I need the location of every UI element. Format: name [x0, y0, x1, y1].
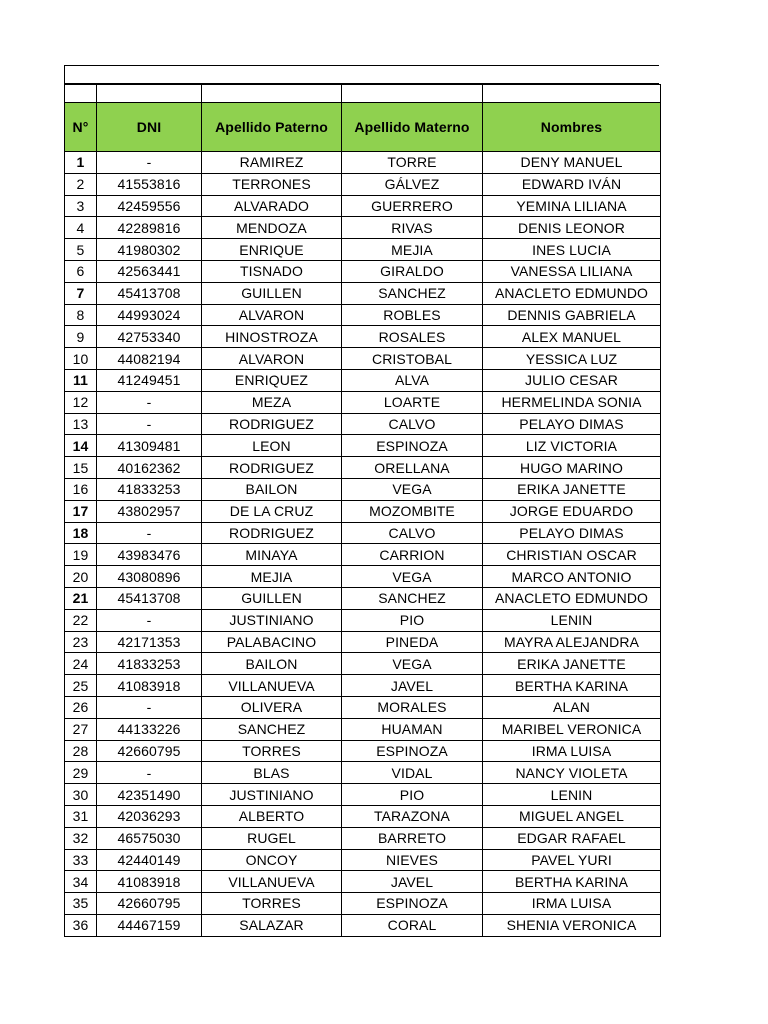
cell-nombres: PELAYO DIMAS	[483, 522, 661, 544]
header-nombres: Nombres	[483, 103, 661, 152]
cell-number: 13	[65, 413, 97, 435]
table-row	[65, 282, 661, 304]
cell-nombres: ANACLETO EDMUNDO	[483, 282, 661, 304]
cell-apellido-materno: VEGA	[342, 653, 483, 675]
cell-number: 25	[65, 675, 97, 697]
blank-cell	[65, 85, 97, 103]
cell-number: 28	[65, 740, 97, 762]
cell-dni: -	[97, 609, 202, 631]
table-row	[65, 195, 661, 217]
cell-nombres: ERIKA JANETTE	[483, 478, 661, 500]
cell-dni: 41980302	[97, 239, 202, 261]
cell-nombres: MARCO ANTONIO	[483, 566, 661, 588]
cell-dni: -	[97, 696, 202, 718]
cell-dni: 41083918	[97, 871, 202, 893]
cell-apellido-paterno: PALABACINO	[202, 631, 342, 653]
cell-number: 7	[65, 282, 97, 304]
cell-dni: 44133226	[97, 718, 202, 740]
cell-apellido-materno: MEJIA	[342, 239, 483, 261]
cell-nombres: YEMINA LILIANA	[483, 195, 661, 217]
cell-apellido-materno: ESPINOZA	[342, 740, 483, 762]
table-row	[65, 914, 661, 936]
cell-apellido-paterno: BAILON	[202, 478, 342, 500]
cell-number: 18	[65, 522, 97, 544]
cell-nombres: ALAN	[483, 696, 661, 718]
cell-dni: 42351490	[97, 784, 202, 806]
cell-number: 19	[65, 544, 97, 566]
cell-nombres: EDGAR RAFAEL	[483, 827, 661, 849]
cell-dni: 46575030	[97, 827, 202, 849]
cell-apellido-paterno: GUILLEN	[202, 282, 342, 304]
cell-dni: 42289816	[97, 217, 202, 239]
cell-nombres: LENIN	[483, 609, 661, 631]
cell-dni: 42036293	[97, 805, 202, 827]
cell-apellido-materno: NIEVES	[342, 849, 483, 871]
table-row	[65, 675, 661, 697]
cell-apellido-materno: PIO	[342, 609, 483, 631]
cell-number: 31	[65, 805, 97, 827]
table-row	[65, 152, 661, 174]
cell-nombres: EDWARD IVÁN	[483, 173, 661, 195]
table-row	[65, 348, 661, 370]
cell-apellido-paterno: BLAS	[202, 762, 342, 784]
table-row	[65, 304, 661, 326]
header-row	[65, 103, 661, 152]
cell-nombres: MIGUEL ANGEL	[483, 805, 661, 827]
cell-apellido-materno: ORELLANA	[342, 457, 483, 479]
cell-nombres: VANESSA LILIANA	[483, 260, 661, 282]
table-row	[65, 718, 661, 740]
cell-apellido-materno: CALVO	[342, 522, 483, 544]
people-table	[64, 84, 661, 937]
cell-nombres: CHRISTIAN OSCAR	[483, 544, 661, 566]
cell-apellido-materno: TARAZONA	[342, 805, 483, 827]
cell-dni: -	[97, 522, 202, 544]
cell-apellido-paterno: GUILLEN	[202, 587, 342, 609]
cell-apellido-materno: RIVAS	[342, 217, 483, 239]
cell-apellido-materno: LOARTE	[342, 391, 483, 413]
cell-apellido-materno: CORAL	[342, 914, 483, 936]
table-row	[65, 827, 661, 849]
table-row	[65, 522, 661, 544]
table-row	[65, 369, 661, 391]
cell-number: 36	[65, 914, 97, 936]
cell-nombres: PELAYO DIMAS	[483, 413, 661, 435]
cell-number: 20	[65, 566, 97, 588]
cell-apellido-paterno: RODRIGUEZ	[202, 522, 342, 544]
table-row	[65, 762, 661, 784]
cell-apellido-paterno: ALVARON	[202, 348, 342, 370]
cell-apellido-paterno: TORRES	[202, 893, 342, 915]
table-row	[65, 239, 661, 261]
table-row	[65, 435, 661, 457]
table-row	[65, 391, 661, 413]
table-row	[65, 696, 661, 718]
header-apellido-materno: Apellido Materno	[342, 103, 483, 152]
table-row	[65, 326, 661, 348]
cell-nombres: IRMA LUISA	[483, 740, 661, 762]
cell-number: 27	[65, 718, 97, 740]
cell-apellido-paterno: SALAZAR	[202, 914, 342, 936]
cell-apellido-paterno: MENDOZA	[202, 217, 342, 239]
table-row	[65, 173, 661, 195]
cell-apellido-paterno: DE LA CRUZ	[202, 500, 342, 522]
cell-dni: 42753340	[97, 326, 202, 348]
cell-number: 21	[65, 587, 97, 609]
cell-number: 17	[65, 500, 97, 522]
table-row	[65, 849, 661, 871]
cell-apellido-materno: ESPINOZA	[342, 435, 483, 457]
cell-apellido-paterno: MEJIA	[202, 566, 342, 588]
cell-number: 26	[65, 696, 97, 718]
cell-nombres: ERIKA JANETTE	[483, 653, 661, 675]
table-row	[65, 609, 661, 631]
cell-nombres: HERMELINDA SONIA	[483, 391, 661, 413]
cell-dni: -	[97, 413, 202, 435]
cell-nombres: SHENIA VERONICA	[483, 914, 661, 936]
cell-dni: 41309481	[97, 435, 202, 457]
cell-number: 24	[65, 653, 97, 675]
cell-apellido-paterno: RODRIGUEZ	[202, 457, 342, 479]
cell-apellido-materno: MORALES	[342, 696, 483, 718]
cell-apellido-materno: VEGA	[342, 566, 483, 588]
table-row	[65, 500, 661, 522]
cell-number: 8	[65, 304, 97, 326]
cell-number: 5	[65, 239, 97, 261]
cell-apellido-paterno: LEON	[202, 435, 342, 457]
cell-apellido-materno: PIO	[342, 784, 483, 806]
cell-apellido-paterno: BAILON	[202, 653, 342, 675]
cell-apellido-materno: ESPINOZA	[342, 893, 483, 915]
cell-dni: 42459556	[97, 195, 202, 217]
cell-apellido-paterno: ALVARON	[202, 304, 342, 326]
cell-dni: 42563441	[97, 260, 202, 282]
cell-apellido-materno: ALVA	[342, 369, 483, 391]
table-row	[65, 805, 661, 827]
blank-cell	[202, 85, 342, 103]
cell-nombres: JORGE EDUARDO	[483, 500, 661, 522]
cell-apellido-paterno: MINAYA	[202, 544, 342, 566]
cell-dni: 42171353	[97, 631, 202, 653]
table-row	[65, 631, 661, 653]
cell-apellido-materno: ROBLES	[342, 304, 483, 326]
cell-apellido-paterno: ONCOY	[202, 849, 342, 871]
cell-apellido-paterno: TISNADO	[202, 260, 342, 282]
cell-number: 3	[65, 195, 97, 217]
cell-nombres: DENNIS GABRIELA	[483, 304, 661, 326]
cell-number: 14	[65, 435, 97, 457]
cell-nombres: ALEX MANUEL	[483, 326, 661, 348]
cell-number: 1	[65, 152, 97, 174]
cell-apellido-paterno: RAMIREZ	[202, 152, 342, 174]
table-row	[65, 260, 661, 282]
table-row	[65, 478, 661, 500]
cell-number: 6	[65, 260, 97, 282]
cell-apellido-paterno: OLIVERA	[202, 696, 342, 718]
cell-apellido-materno: PINEDA	[342, 631, 483, 653]
blank-cell	[97, 85, 202, 103]
cell-number: 34	[65, 871, 97, 893]
cell-apellido-materno: CRISTOBAL	[342, 348, 483, 370]
title-row	[64, 65, 659, 84]
cell-nombres: JULIO CESAR	[483, 369, 661, 391]
cell-apellido-paterno: HINOSTROZA	[202, 326, 342, 348]
cell-apellido-materno: GUERRERO	[342, 195, 483, 217]
cell-number: 30	[65, 784, 97, 806]
cell-apellido-paterno: VILLANUEVA	[202, 871, 342, 893]
spreadsheet	[64, 65, 661, 937]
table-row	[65, 457, 661, 479]
cell-apellido-materno: VEGA	[342, 478, 483, 500]
cell-dni: 41833253	[97, 653, 202, 675]
table-row	[65, 893, 661, 915]
blank-cell	[342, 85, 483, 103]
cell-nombres: HUGO MARINO	[483, 457, 661, 479]
cell-apellido-materno: GÁLVEZ	[342, 173, 483, 195]
cell-apellido-materno: TORRE	[342, 152, 483, 174]
cell-number: 22	[65, 609, 97, 631]
cell-number: 10	[65, 348, 97, 370]
cell-nombres: NANCY VIOLETA	[483, 762, 661, 784]
cell-apellido-paterno: RUGEL	[202, 827, 342, 849]
cell-dni: -	[97, 391, 202, 413]
cell-apellido-materno: CALVO	[342, 413, 483, 435]
cell-dni: 45413708	[97, 587, 202, 609]
blank-cell	[483, 85, 661, 103]
table-row	[65, 544, 661, 566]
blank-row	[65, 85, 661, 103]
cell-apellido-materno: SANCHEZ	[342, 282, 483, 304]
cell-nombres: BERTHA KARINA	[483, 871, 661, 893]
cell-apellido-materno: ROSALES	[342, 326, 483, 348]
cell-number: 12	[65, 391, 97, 413]
cell-nombres: IRMA LUISA	[483, 893, 661, 915]
cell-apellido-materno: GIRALDO	[342, 260, 483, 282]
cell-apellido-paterno: MEZA	[202, 391, 342, 413]
cell-nombres: INES LUCIA	[483, 239, 661, 261]
cell-nombres: DENIS LEONOR	[483, 217, 661, 239]
cell-apellido-paterno: RODRIGUEZ	[202, 413, 342, 435]
cell-nombres: MARIBEL VERONICA	[483, 718, 661, 740]
cell-dni: 41553816	[97, 173, 202, 195]
cell-number: 23	[65, 631, 97, 653]
cell-nombres: PAVEL YURI	[483, 849, 661, 871]
header-apellido-paterno: Apellido Paterno	[202, 103, 342, 152]
cell-dni: 40162362	[97, 457, 202, 479]
cell-apellido-paterno: ENRIQUEZ	[202, 369, 342, 391]
table-row	[65, 566, 661, 588]
cell-number: 33	[65, 849, 97, 871]
cell-apellido-paterno: ALBERTO	[202, 805, 342, 827]
cell-apellido-paterno: ALVARADO	[202, 195, 342, 217]
table-row	[65, 413, 661, 435]
cell-nombres: MAYRA ALEJANDRA	[483, 631, 661, 653]
cell-apellido-materno: SANCHEZ	[342, 587, 483, 609]
cell-number: 4	[65, 217, 97, 239]
cell-apellido-materno: MOZOMBITE	[342, 500, 483, 522]
cell-number: 29	[65, 762, 97, 784]
table-row	[65, 871, 661, 893]
cell-apellido-materno: JAVEL	[342, 675, 483, 697]
header-number: N°	[65, 103, 97, 152]
cell-dni: 45413708	[97, 282, 202, 304]
cell-dni: -	[97, 152, 202, 174]
cell-dni: 41083918	[97, 675, 202, 697]
cell-number: 16	[65, 478, 97, 500]
cell-dni: 43983476	[97, 544, 202, 566]
cell-nombres: DENY MANUEL	[483, 152, 661, 174]
cell-dni: -	[97, 762, 202, 784]
cell-dni: 44082194	[97, 348, 202, 370]
cell-apellido-materno: HUAMAN	[342, 718, 483, 740]
cell-number: 11	[65, 369, 97, 391]
table-row	[65, 217, 661, 239]
cell-dni: 44993024	[97, 304, 202, 326]
header-dni: DNI	[97, 103, 202, 152]
cell-number: 15	[65, 457, 97, 479]
cell-apellido-paterno: TORRES	[202, 740, 342, 762]
cell-nombres: ANACLETO EDMUNDO	[483, 587, 661, 609]
cell-apellido-paterno: TERRONES	[202, 173, 342, 195]
table-row	[65, 784, 661, 806]
table-row	[65, 653, 661, 675]
cell-nombres: LENIN	[483, 784, 661, 806]
cell-dni: 41833253	[97, 478, 202, 500]
cell-dni: 42660795	[97, 740, 202, 762]
cell-dni: 42440149	[97, 849, 202, 871]
cell-dni: 43080896	[97, 566, 202, 588]
cell-number: 2	[65, 173, 97, 195]
table-row	[65, 587, 661, 609]
cell-nombres: BERTHA KARINA	[483, 675, 661, 697]
cell-apellido-paterno: JUSTINIANO	[202, 784, 342, 806]
cell-apellido-paterno: JUSTINIANO	[202, 609, 342, 631]
cell-apellido-materno: BARRETO	[342, 827, 483, 849]
cell-dni: 42660795	[97, 893, 202, 915]
cell-dni: 44467159	[97, 914, 202, 936]
cell-dni: 41249451	[97, 369, 202, 391]
cell-number: 9	[65, 326, 97, 348]
cell-dni: 43802957	[97, 500, 202, 522]
cell-nombres: YESSICA LUZ	[483, 348, 661, 370]
cell-number: 32	[65, 827, 97, 849]
cell-apellido-paterno: VILLANUEVA	[202, 675, 342, 697]
cell-number: 35	[65, 893, 97, 915]
cell-nombres: LIZ VICTORIA	[483, 435, 661, 457]
cell-apellido-materno: VIDAL	[342, 762, 483, 784]
cell-apellido-materno: CARRION	[342, 544, 483, 566]
table-row	[65, 740, 661, 762]
cell-apellido-paterno: SANCHEZ	[202, 718, 342, 740]
cell-apellido-paterno: ENRIQUE	[202, 239, 342, 261]
cell-apellido-materno: JAVEL	[342, 871, 483, 893]
